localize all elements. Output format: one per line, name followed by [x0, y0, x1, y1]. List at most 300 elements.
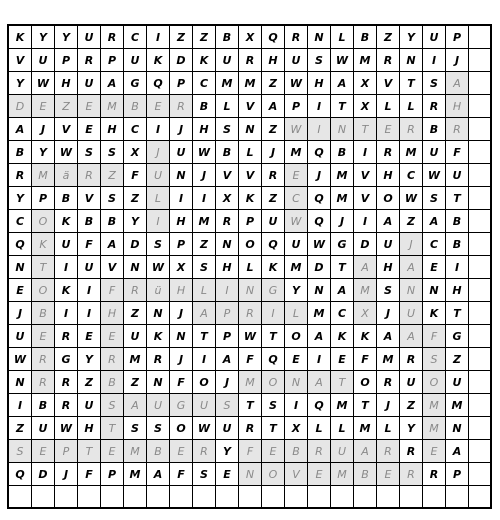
- grid-cell[interactable]: [55, 486, 78, 509]
- grid-cell[interactable]: A: [400, 325, 423, 348]
- grid-cell[interactable]: N: [308, 279, 331, 302]
- grid-cell[interactable]: D: [308, 256, 331, 279]
- grid-cell[interactable]: L: [193, 279, 216, 302]
- grid-cell[interactable]: [469, 325, 492, 348]
- grid-cell[interactable]: P: [32, 187, 55, 210]
- grid-cell[interactable]: R: [377, 141, 400, 164]
- grid-cell[interactable]: F: [170, 463, 193, 486]
- grid-cell[interactable]: [354, 486, 377, 509]
- grid-cell[interactable]: I: [193, 187, 216, 210]
- grid-cell[interactable]: H: [78, 417, 101, 440]
- grid-cell[interactable]: E: [262, 440, 285, 463]
- grid-cell[interactable]: T: [193, 325, 216, 348]
- grid-cell[interactable]: J: [262, 141, 285, 164]
- grid-cell[interactable]: P: [239, 210, 262, 233]
- grid-cell[interactable]: B: [285, 440, 308, 463]
- grid-cell[interactable]: R: [308, 440, 331, 463]
- grid-cell[interactable]: M: [423, 394, 446, 417]
- grid-cell[interactable]: P: [446, 26, 469, 49]
- grid-cell[interactable]: [170, 486, 193, 509]
- grid-cell[interactable]: J: [331, 210, 354, 233]
- grid-cell[interactable]: O: [262, 371, 285, 394]
- grid-cell[interactable]: A: [331, 72, 354, 95]
- grid-cell[interactable]: X: [216, 187, 239, 210]
- grid-cell[interactable]: T: [262, 417, 285, 440]
- grid-cell[interactable]: O: [262, 463, 285, 486]
- grid-cell[interactable]: U: [216, 49, 239, 72]
- grid-cell[interactable]: B: [331, 141, 354, 164]
- grid-cell[interactable]: S: [147, 417, 170, 440]
- grid-cell[interactable]: S: [193, 463, 216, 486]
- grid-cell[interactable]: [469, 26, 492, 49]
- grid-cell[interactable]: K: [193, 49, 216, 72]
- grid-cell[interactable]: N: [423, 279, 446, 302]
- grid-cell[interactable]: Y: [400, 417, 423, 440]
- grid-cell[interactable]: N: [400, 49, 423, 72]
- grid-cell[interactable]: T: [331, 371, 354, 394]
- grid-cell[interactable]: M: [32, 164, 55, 187]
- grid-cell[interactable]: Z: [262, 72, 285, 95]
- grid-cell[interactable]: H: [101, 302, 124, 325]
- grid-cell[interactable]: R: [262, 164, 285, 187]
- grid-cell[interactable]: M: [400, 141, 423, 164]
- grid-cell[interactable]: R: [32, 348, 55, 371]
- grid-cell[interactable]: X: [239, 26, 262, 49]
- grid-cell[interactable]: [469, 348, 492, 371]
- grid-cell[interactable]: T: [354, 118, 377, 141]
- grid-cell[interactable]: [124, 486, 147, 509]
- grid-cell[interactable]: W: [55, 141, 78, 164]
- grid-cell[interactable]: F: [446, 141, 469, 164]
- grid-cell[interactable]: E: [9, 279, 32, 302]
- grid-cell[interactable]: R: [239, 302, 262, 325]
- grid-cell[interactable]: N: [239, 118, 262, 141]
- grid-cell[interactable]: M: [285, 141, 308, 164]
- grid-cell[interactable]: C: [423, 233, 446, 256]
- grid-cell[interactable]: B: [101, 210, 124, 233]
- grid-cell[interactable]: R: [423, 95, 446, 118]
- grid-cell[interactable]: B: [193, 95, 216, 118]
- grid-cell[interactable]: S: [101, 187, 124, 210]
- grid-cell[interactable]: H: [377, 256, 400, 279]
- grid-cell[interactable]: N: [147, 371, 170, 394]
- grid-cell[interactable]: X: [354, 72, 377, 95]
- grid-cell[interactable]: Q: [9, 463, 32, 486]
- grid-cell[interactable]: E: [285, 348, 308, 371]
- grid-cell[interactable]: E: [170, 440, 193, 463]
- grid-cell[interactable]: N: [331, 118, 354, 141]
- grid-cell[interactable]: V: [354, 187, 377, 210]
- grid-cell[interactable]: J: [55, 463, 78, 486]
- grid-cell[interactable]: O: [423, 371, 446, 394]
- grid-cell[interactable]: I: [55, 302, 78, 325]
- grid-cell[interactable]: A: [193, 302, 216, 325]
- grid-cell[interactable]: R: [101, 348, 124, 371]
- grid-cell[interactable]: J: [170, 348, 193, 371]
- grid-cell[interactable]: [469, 463, 492, 486]
- grid-cell[interactable]: M: [423, 417, 446, 440]
- grid-cell[interactable]: T: [331, 256, 354, 279]
- grid-cell[interactable]: X: [170, 256, 193, 279]
- grid-cell[interactable]: C: [331, 302, 354, 325]
- grid-cell[interactable]: [469, 210, 492, 233]
- grid-cell[interactable]: W: [331, 49, 354, 72]
- grid-cell[interactable]: I: [78, 279, 101, 302]
- grid-cell[interactable]: W: [32, 72, 55, 95]
- grid-cell[interactable]: B: [32, 302, 55, 325]
- grid-cell[interactable]: W: [239, 325, 262, 348]
- grid-cell[interactable]: A: [147, 463, 170, 486]
- grid-cell[interactable]: D: [9, 95, 32, 118]
- grid-cell[interactable]: K: [354, 325, 377, 348]
- grid-cell[interactable]: D: [354, 233, 377, 256]
- grid-cell[interactable]: K: [147, 325, 170, 348]
- grid-cell[interactable]: I: [216, 279, 239, 302]
- grid-cell[interactable]: U: [55, 233, 78, 256]
- grid-cell[interactable]: X: [285, 417, 308, 440]
- grid-cell[interactable]: R: [400, 463, 423, 486]
- grid-cell[interactable]: R: [239, 417, 262, 440]
- grid-cell[interactable]: N: [147, 302, 170, 325]
- grid-cell[interactable]: I: [423, 49, 446, 72]
- grid-cell[interactable]: W: [193, 141, 216, 164]
- grid-cell[interactable]: P: [55, 440, 78, 463]
- grid-cell[interactable]: N: [239, 279, 262, 302]
- grid-cell[interactable]: M: [101, 95, 124, 118]
- grid-cell[interactable]: U: [78, 394, 101, 417]
- grid-cell[interactable]: N: [9, 256, 32, 279]
- grid-cell[interactable]: H: [193, 118, 216, 141]
- grid-cell[interactable]: H: [446, 95, 469, 118]
- grid-cell[interactable]: C: [124, 26, 147, 49]
- grid-cell[interactable]: L: [308, 417, 331, 440]
- grid-cell[interactable]: A: [354, 256, 377, 279]
- grid-cell[interactable]: S: [216, 118, 239, 141]
- grid-cell[interactable]: U: [124, 49, 147, 72]
- grid-cell[interactable]: R: [124, 279, 147, 302]
- grid-cell[interactable]: E: [78, 95, 101, 118]
- grid-cell[interactable]: N: [446, 417, 469, 440]
- grid-cell[interactable]: R: [400, 348, 423, 371]
- grid-cell[interactable]: W: [285, 118, 308, 141]
- grid-cell[interactable]: U: [216, 417, 239, 440]
- grid-cell[interactable]: F: [423, 325, 446, 348]
- grid-cell[interactable]: Y: [124, 210, 147, 233]
- grid-cell[interactable]: D: [124, 233, 147, 256]
- grid-cell[interactable]: Z: [400, 210, 423, 233]
- grid-cell[interactable]: Y: [78, 348, 101, 371]
- grid-cell[interactable]: U: [331, 440, 354, 463]
- grid-cell[interactable]: Z: [9, 417, 32, 440]
- grid-cell[interactable]: V: [78, 187, 101, 210]
- grid-cell[interactable]: B: [423, 118, 446, 141]
- grid-cell[interactable]: W: [285, 72, 308, 95]
- grid-cell[interactable]: [469, 72, 492, 95]
- grid-cell[interactable]: Q: [262, 26, 285, 49]
- grid-cell[interactable]: I: [308, 118, 331, 141]
- grid-cell[interactable]: U: [262, 210, 285, 233]
- grid-cell[interactable]: F: [78, 463, 101, 486]
- grid-cell[interactable]: L: [400, 95, 423, 118]
- grid-cell[interactable]: B: [216, 26, 239, 49]
- grid-cell[interactable]: A: [377, 210, 400, 233]
- grid-cell[interactable]: [469, 279, 492, 302]
- grid-cell[interactable]: Y: [9, 187, 32, 210]
- grid-cell[interactable]: S: [147, 233, 170, 256]
- grid-cell[interactable]: U: [147, 164, 170, 187]
- grid-cell[interactable]: I: [193, 348, 216, 371]
- grid-cell[interactable]: N: [308, 26, 331, 49]
- grid-cell[interactable]: E: [308, 463, 331, 486]
- grid-cell[interactable]: P: [446, 463, 469, 486]
- grid-cell[interactable]: I: [446, 256, 469, 279]
- grid-cell[interactable]: R: [377, 371, 400, 394]
- grid-cell[interactable]: Q: [147, 72, 170, 95]
- grid-cell[interactable]: W: [55, 417, 78, 440]
- grid-cell[interactable]: L: [285, 302, 308, 325]
- grid-cell[interactable]: R: [101, 26, 124, 49]
- grid-cell[interactable]: U: [147, 394, 170, 417]
- grid-cell[interactable]: C: [285, 187, 308, 210]
- grid-cell[interactable]: V: [216, 164, 239, 187]
- grid-cell[interactable]: J: [308, 164, 331, 187]
- grid-cell[interactable]: [377, 486, 400, 509]
- grid-cell[interactable]: I: [262, 302, 285, 325]
- grid-cell[interactable]: H: [308, 72, 331, 95]
- grid-cell[interactable]: [469, 141, 492, 164]
- grid-cell[interactable]: Z: [55, 95, 78, 118]
- grid-cell[interactable]: B: [147, 440, 170, 463]
- grid-cell[interactable]: Z: [193, 233, 216, 256]
- grid-cell[interactable]: I: [147, 210, 170, 233]
- grid-cell[interactable]: R: [9, 164, 32, 187]
- grid-cell[interactable]: I: [78, 302, 101, 325]
- grid-cell[interactable]: U: [377, 233, 400, 256]
- grid-cell[interactable]: [9, 486, 32, 509]
- grid-cell[interactable]: L: [331, 417, 354, 440]
- grid-cell[interactable]: R: [400, 440, 423, 463]
- grid-cell[interactable]: P: [101, 463, 124, 486]
- grid-cell[interactable]: H: [170, 279, 193, 302]
- grid-cell[interactable]: V: [55, 118, 78, 141]
- grid-cell[interactable]: Z: [400, 394, 423, 417]
- grid-cell[interactable]: E: [147, 95, 170, 118]
- grid-cell[interactable]: M: [124, 440, 147, 463]
- grid-cell[interactable]: Q: [9, 233, 32, 256]
- grid-cell[interactable]: V: [354, 164, 377, 187]
- grid-cell[interactable]: S: [193, 256, 216, 279]
- grid-cell[interactable]: A: [308, 371, 331, 394]
- grid-cell[interactable]: S: [423, 348, 446, 371]
- grid-cell[interactable]: Q: [308, 394, 331, 417]
- grid-cell[interactable]: O: [354, 371, 377, 394]
- grid-cell[interactable]: B: [32, 394, 55, 417]
- grid-cell[interactable]: K: [9, 26, 32, 49]
- grid-cell[interactable]: C: [9, 210, 32, 233]
- grid-cell[interactable]: B: [9, 141, 32, 164]
- grid-cell[interactable]: [469, 440, 492, 463]
- grid-cell[interactable]: M: [308, 302, 331, 325]
- grid-cell[interactable]: [193, 486, 216, 509]
- grid-cell[interactable]: R: [377, 49, 400, 72]
- grid-cell[interactable]: J: [170, 302, 193, 325]
- grid-cell[interactable]: W: [9, 348, 32, 371]
- grid-cell[interactable]: D: [170, 49, 193, 72]
- grid-cell[interactable]: [101, 486, 124, 509]
- grid-cell[interactable]: [469, 302, 492, 325]
- grid-cell[interactable]: I: [354, 141, 377, 164]
- grid-cell[interactable]: A: [308, 325, 331, 348]
- grid-cell[interactable]: F: [101, 279, 124, 302]
- grid-cell[interactable]: [469, 95, 492, 118]
- grid-cell[interactable]: K: [423, 302, 446, 325]
- grid-cell[interactable]: T: [354, 394, 377, 417]
- grid-cell[interactable]: A: [216, 348, 239, 371]
- grid-cell[interactable]: E: [377, 463, 400, 486]
- grid-cell[interactable]: V: [239, 164, 262, 187]
- grid-cell[interactable]: Z: [262, 118, 285, 141]
- grid-cell[interactable]: K: [32, 233, 55, 256]
- grid-cell[interactable]: H: [170, 210, 193, 233]
- grid-cell[interactable]: N: [170, 164, 193, 187]
- grid-cell[interactable]: K: [147, 49, 170, 72]
- grid-cell[interactable]: T: [446, 302, 469, 325]
- grid-cell[interactable]: R: [239, 49, 262, 72]
- grid-cell[interactable]: C: [400, 164, 423, 187]
- grid-cell[interactable]: S: [101, 141, 124, 164]
- grid-cell[interactable]: A: [262, 95, 285, 118]
- grid-cell[interactable]: I: [285, 394, 308, 417]
- grid-cell[interactable]: F: [239, 440, 262, 463]
- grid-cell[interactable]: G: [124, 72, 147, 95]
- grid-cell[interactable]: Q: [308, 141, 331, 164]
- grid-cell[interactable]: T: [239, 394, 262, 417]
- grid-cell[interactable]: Y: [55, 26, 78, 49]
- grid-cell[interactable]: R: [216, 210, 239, 233]
- grid-cell[interactable]: W: [193, 417, 216, 440]
- grid-cell[interactable]: M: [193, 210, 216, 233]
- grid-cell[interactable]: U: [193, 394, 216, 417]
- grid-cell[interactable]: N: [124, 256, 147, 279]
- grid-cell[interactable]: U: [446, 371, 469, 394]
- grid-cell[interactable]: U: [285, 49, 308, 72]
- grid-cell[interactable]: H: [101, 118, 124, 141]
- grid-cell[interactable]: U: [9, 325, 32, 348]
- grid-cell[interactable]: O: [32, 279, 55, 302]
- grid-cell[interactable]: R: [55, 325, 78, 348]
- grid-cell[interactable]: Y: [400, 26, 423, 49]
- grid-cell[interactable]: G: [262, 279, 285, 302]
- grid-cell[interactable]: M: [331, 187, 354, 210]
- grid-cell[interactable]: I: [147, 26, 170, 49]
- grid-cell[interactable]: G: [55, 348, 78, 371]
- grid-cell[interactable]: Q: [262, 233, 285, 256]
- grid-cell[interactable]: Z: [377, 26, 400, 49]
- grid-cell[interactable]: [78, 486, 101, 509]
- grid-cell[interactable]: S: [216, 394, 239, 417]
- grid-cell[interactable]: N: [9, 371, 32, 394]
- grid-cell[interactable]: [423, 486, 446, 509]
- grid-cell[interactable]: Z: [124, 302, 147, 325]
- grid-cell[interactable]: K: [55, 210, 78, 233]
- grid-cell[interactable]: J: [170, 118, 193, 141]
- grid-cell[interactable]: J: [216, 371, 239, 394]
- grid-cell[interactable]: ä: [55, 164, 78, 187]
- grid-cell[interactable]: W: [285, 210, 308, 233]
- grid-cell[interactable]: X: [354, 95, 377, 118]
- grid-cell[interactable]: P: [170, 233, 193, 256]
- grid-cell[interactable]: E: [32, 95, 55, 118]
- grid-cell[interactable]: F: [354, 348, 377, 371]
- grid-cell[interactable]: C: [124, 118, 147, 141]
- grid-cell[interactable]: N: [400, 279, 423, 302]
- grid-cell[interactable]: [239, 486, 262, 509]
- grid-cell[interactable]: G: [446, 325, 469, 348]
- grid-cell[interactable]: Z: [101, 164, 124, 187]
- grid-cell[interactable]: A: [354, 440, 377, 463]
- grid-cell[interactable]: T: [262, 325, 285, 348]
- grid-cell[interactable]: N: [170, 325, 193, 348]
- grid-cell[interactable]: R: [170, 95, 193, 118]
- grid-cell[interactable]: E: [32, 440, 55, 463]
- grid-cell[interactable]: L: [377, 417, 400, 440]
- grid-cell[interactable]: B: [446, 233, 469, 256]
- grid-cell[interactable]: A: [446, 72, 469, 95]
- grid-cell[interactable]: I: [9, 394, 32, 417]
- grid-cell[interactable]: R: [423, 463, 446, 486]
- grid-cell[interactable]: F: [170, 371, 193, 394]
- grid-cell[interactable]: E: [377, 118, 400, 141]
- grid-cell[interactable]: L: [377, 95, 400, 118]
- grid-cell[interactable]: V: [9, 49, 32, 72]
- grid-cell[interactable]: B: [55, 187, 78, 210]
- grid-cell[interactable]: E: [101, 440, 124, 463]
- grid-cell[interactable]: B: [216, 141, 239, 164]
- grid-cell[interactable]: R: [193, 440, 216, 463]
- grid-cell[interactable]: R: [32, 371, 55, 394]
- grid-cell[interactable]: M: [354, 417, 377, 440]
- grid-cell[interactable]: K: [239, 187, 262, 210]
- grid-cell[interactable]: R: [147, 348, 170, 371]
- grid-cell[interactable]: [469, 371, 492, 394]
- grid-cell[interactable]: P: [101, 49, 124, 72]
- grid-cell[interactable]: K: [55, 279, 78, 302]
- grid-cell[interactable]: B: [354, 463, 377, 486]
- grid-cell[interactable]: Q: [308, 210, 331, 233]
- grid-cell[interactable]: M: [124, 463, 147, 486]
- grid-cell[interactable]: O: [32, 210, 55, 233]
- grid-cell[interactable]: Y: [32, 141, 55, 164]
- grid-cell[interactable]: [308, 486, 331, 509]
- grid-cell[interactable]: H: [446, 279, 469, 302]
- grid-cell[interactable]: T: [446, 187, 469, 210]
- grid-cell[interactable]: Y: [9, 72, 32, 95]
- grid-cell[interactable]: Z: [193, 26, 216, 49]
- grid-cell[interactable]: T: [400, 72, 423, 95]
- grid-cell[interactable]: [469, 118, 492, 141]
- grid-cell[interactable]: M: [354, 49, 377, 72]
- grid-cell[interactable]: V: [101, 256, 124, 279]
- grid-cell[interactable]: M: [331, 164, 354, 187]
- grid-cell[interactable]: J: [446, 49, 469, 72]
- grid-cell[interactable]: [32, 486, 55, 509]
- grid-cell[interactable]: G: [170, 394, 193, 417]
- grid-cell[interactable]: Z: [78, 371, 101, 394]
- grid-cell[interactable]: M: [446, 394, 469, 417]
- grid-cell[interactable]: E: [331, 348, 354, 371]
- grid-cell[interactable]: Y: [285, 279, 308, 302]
- grid-cell[interactable]: J: [193, 164, 216, 187]
